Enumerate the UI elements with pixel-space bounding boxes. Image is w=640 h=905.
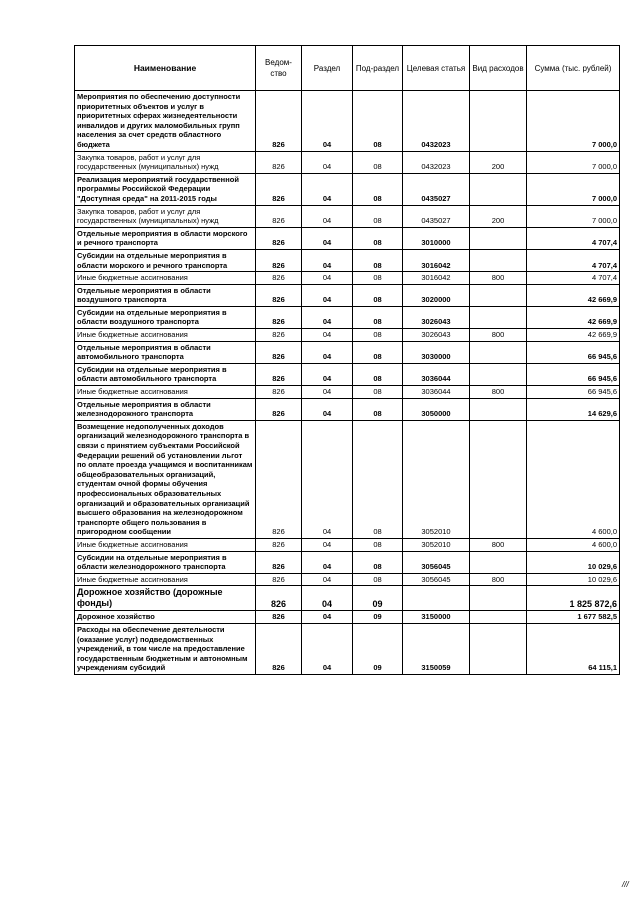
row-target: 3052010 (403, 420, 470, 538)
row-subsection: 08 (353, 363, 403, 385)
row-exp-type (470, 341, 527, 363)
table-row (75, 420, 620, 538)
row-exp-type (470, 623, 527, 674)
row-name: Закупка товаров, работ и услуг для государственных (муниципальных) нужд (75, 205, 256, 227)
row-section: 04 (302, 227, 353, 249)
row-dept: 826 (256, 284, 302, 306)
row-dept: 826 (256, 538, 302, 551)
row-name: Субсидии на отдельные мероприятия в области воздушного транспорта (75, 306, 256, 328)
row-name: Иные бюджетные ассигнования (75, 272, 256, 285)
row-sum: 42 669,9 (527, 306, 620, 328)
row-exp-type (470, 306, 527, 328)
row-sum: 7 000,0 (527, 91, 620, 152)
row-name: Расходы на обеспечение деятельности (оказание услуг) подведомственных учреждений, в том числе на предоставление государственным бюджетным и автономным учреждениям субсидий (75, 623, 256, 674)
page-mark: /// (622, 880, 629, 889)
table-row (75, 398, 620, 420)
row-sum: 4 707,4 (527, 249, 620, 271)
row-target (403, 586, 470, 611)
table-row (75, 611, 620, 624)
table-row (75, 586, 620, 611)
row-section: 04 (302, 284, 353, 306)
row-name: Отдельные мероприятия в области железнодорожного транспорта (75, 398, 256, 420)
row-exp-type: 800 (470, 386, 527, 399)
row-section: 04 (302, 551, 353, 573)
row-subsection: 08 (353, 173, 403, 205)
row-name: Мероприятия по обеспечению доступности приоритетных объектов и услуг в приоритетных сферах жизнедеятельности инвалидов и других маломобильных групп населения за счет средств областного бюджета (75, 91, 256, 152)
row-section: 04 (302, 623, 353, 674)
header-target: Целевая статья (403, 46, 470, 91)
row-target: 3056045 (403, 573, 470, 586)
row-exp-type: 200 (470, 205, 527, 227)
row-section: 04 (302, 151, 353, 173)
table-body (75, 91, 620, 675)
row-exp-type: 800 (470, 329, 527, 342)
row-subsection: 08 (353, 398, 403, 420)
row-dept: 826 (256, 91, 302, 152)
row-target: 0435027 (403, 173, 470, 205)
table-row (75, 341, 620, 363)
row-section: 04 (302, 341, 353, 363)
row-sum: 66 945,6 (527, 363, 620, 385)
row-dept: 826 (256, 249, 302, 271)
row-dept: 826 (256, 586, 302, 611)
row-target: 3016042 (403, 272, 470, 285)
row-name: Реализация мероприятий государственной программы Российской Федерации "Доступная среда" на 2011-2015 годы (75, 173, 256, 205)
row-sum: 4 707,4 (527, 272, 620, 285)
row-section: 04 (302, 538, 353, 551)
row-target: 3052010 (403, 538, 470, 551)
table-header (75, 46, 620, 91)
header-subsection: Под-раздел (353, 46, 403, 91)
row-target: 3150059 (403, 623, 470, 674)
row-exp-type (470, 91, 527, 152)
row-subsection: 08 (353, 341, 403, 363)
header-dept: Ведом-ство (256, 46, 302, 91)
row-name: Иные бюджетные ассигнования (75, 329, 256, 342)
row-section: 04 (302, 611, 353, 624)
table-row (75, 551, 620, 573)
row-exp-type: 800 (470, 573, 527, 586)
row-exp-type: 800 (470, 538, 527, 551)
table-row (75, 284, 620, 306)
row-subsection: 08 (353, 386, 403, 399)
row-dept: 826 (256, 272, 302, 285)
row-dept: 826 (256, 173, 302, 205)
row-dept: 826 (256, 573, 302, 586)
row-exp-type (470, 398, 527, 420)
row-subsection: 08 (353, 420, 403, 538)
row-sum: 1 825 872,6 (527, 586, 620, 611)
row-sum: 1 677 582,5 (527, 611, 620, 624)
row-section: 04 (302, 386, 353, 399)
row-target: 3150000 (403, 611, 470, 624)
row-exp-type (470, 173, 527, 205)
row-section: 04 (302, 205, 353, 227)
row-sum: 10 029,6 (527, 573, 620, 586)
row-name: Закупка товаров, работ и услуг для государственных (муниципальных) нужд (75, 151, 256, 173)
header-sum: Сумма (тыс. рублей) (527, 46, 620, 91)
row-name: Иные бюджетные ассигнования (75, 573, 256, 586)
row-subsection: 08 (353, 227, 403, 249)
row-target: 3036044 (403, 363, 470, 385)
row-exp-type (470, 420, 527, 538)
row-exp-type (470, 227, 527, 249)
row-section: 04 (302, 91, 353, 152)
row-subsection: 08 (353, 249, 403, 271)
row-dept: 826 (256, 551, 302, 573)
row-sum: 66 945,6 (527, 386, 620, 399)
row-exp-type (470, 284, 527, 306)
row-subsection: 08 (353, 272, 403, 285)
row-subsection: 09 (353, 586, 403, 611)
budget-table (74, 45, 620, 675)
row-name: Иные бюджетные ассигнования (75, 538, 256, 551)
row-subsection: 08 (353, 329, 403, 342)
row-name: Субсидии на отдельные мероприятия в области автомобильного транспорта (75, 363, 256, 385)
row-sum: 4 600,0 (527, 538, 620, 551)
row-exp-type: 200 (470, 151, 527, 173)
table-row (75, 329, 620, 342)
header-exp-type: Вид расходов (470, 46, 527, 91)
row-dept: 826 (256, 420, 302, 538)
row-name: Иные бюджетные ассигнования (75, 386, 256, 399)
row-sum: 7 000,0 (527, 173, 620, 205)
row-subsection: 08 (353, 151, 403, 173)
row-dept: 826 (256, 306, 302, 328)
row-section: 04 (302, 249, 353, 271)
row-target: 3056045 (403, 551, 470, 573)
table-row (75, 227, 620, 249)
row-sum: 7 000,0 (527, 205, 620, 227)
row-sum: 42 669,9 (527, 329, 620, 342)
row-target: 3020000 (403, 284, 470, 306)
row-sum: 10 029,6 (527, 551, 620, 573)
row-subsection: 08 (353, 284, 403, 306)
row-name: Отдельные мероприятия в области воздушного транспорта (75, 284, 256, 306)
row-target: 3026043 (403, 329, 470, 342)
row-subsection: 08 (353, 573, 403, 586)
row-section: 04 (302, 586, 353, 611)
row-name: Дорожное хозяйство (75, 611, 256, 624)
row-section: 04 (302, 173, 353, 205)
row-dept: 826 (256, 386, 302, 399)
row-section: 04 (302, 573, 353, 586)
row-dept: 826 (256, 227, 302, 249)
table-row (75, 151, 620, 173)
header-section: Раздел (302, 46, 353, 91)
row-dept: 826 (256, 398, 302, 420)
row-name: Субсидии на отдельные мероприятия в области железнодорожного транспорта (75, 551, 256, 573)
row-section: 04 (302, 363, 353, 385)
row-section: 04 (302, 329, 353, 342)
row-subsection: 08 (353, 306, 403, 328)
row-exp-type (470, 249, 527, 271)
row-section: 04 (302, 398, 353, 420)
row-subsection: 09 (353, 611, 403, 624)
row-section: 04 (302, 420, 353, 538)
table-row (75, 306, 620, 328)
row-name: Отдельные мероприятия в области автомобильного транспорта (75, 341, 256, 363)
row-target: 0432023 (403, 91, 470, 152)
row-subsection: 08 (353, 538, 403, 551)
table-row (75, 623, 620, 674)
row-subsection: 08 (353, 205, 403, 227)
row-name: Возмещение недополученных доходов организаций железнодорожного транспорта в связи с принятием субъектами Российской Федерации решений об установлении льгот по оплате проезда учащимся и воспитанникам общеобразовательных организаций, студентам очной формы обучения профессиональных образовательных организаций и образовательных организаций высшего образования на железнодорожном транспорте общего пользования в пригородном сообщении (75, 420, 256, 538)
row-sum: 66 945,6 (527, 341, 620, 363)
row-dept: 826 (256, 363, 302, 385)
row-exp-type (470, 363, 527, 385)
table-row (75, 205, 620, 227)
row-sum: 4 600,0 (527, 420, 620, 538)
row-dept: 826 (256, 151, 302, 173)
row-target: 0432023 (403, 151, 470, 173)
row-exp-type (470, 611, 527, 624)
row-sum: 14 629,6 (527, 398, 620, 420)
row-name: Дорожное хозяйство (дорожные фонды) (75, 586, 256, 611)
table-row (75, 538, 620, 551)
row-target: 3036044 (403, 386, 470, 399)
row-subsection: 08 (353, 551, 403, 573)
row-target: 3050000 (403, 398, 470, 420)
row-target: 3010000 (403, 227, 470, 249)
row-dept: 826 (256, 611, 302, 624)
row-exp-type (470, 586, 527, 611)
row-target: 0435027 (403, 205, 470, 227)
table-row (75, 173, 620, 205)
row-sum: 42 669,9 (527, 284, 620, 306)
row-subsection: 08 (353, 91, 403, 152)
row-dept: 826 (256, 341, 302, 363)
row-dept: 826 (256, 205, 302, 227)
row-name: Отдельные мероприятия в области морского и речного транспорта (75, 227, 256, 249)
row-exp-type: 800 (470, 272, 527, 285)
table-row (75, 386, 620, 399)
row-sum: 7 000,0 (527, 151, 620, 173)
table-row (75, 249, 620, 271)
row-subsection: 09 (353, 623, 403, 674)
row-name: Субсидии на отдельные мероприятия в области морского и речного транспорта (75, 249, 256, 271)
row-dept: 826 (256, 623, 302, 674)
table-row (75, 363, 620, 385)
row-section: 04 (302, 272, 353, 285)
row-section: 04 (302, 306, 353, 328)
header-name: Наименование (75, 46, 256, 91)
row-target: 3030000 (403, 341, 470, 363)
row-sum: 4 707,4 (527, 227, 620, 249)
table-row (75, 91, 620, 152)
row-sum: 64 115,1 (527, 623, 620, 674)
row-exp-type (470, 551, 527, 573)
row-target: 3016042 (403, 249, 470, 271)
row-target: 3026043 (403, 306, 470, 328)
table-row (75, 272, 620, 285)
table-row (75, 573, 620, 586)
row-dept: 826 (256, 329, 302, 342)
